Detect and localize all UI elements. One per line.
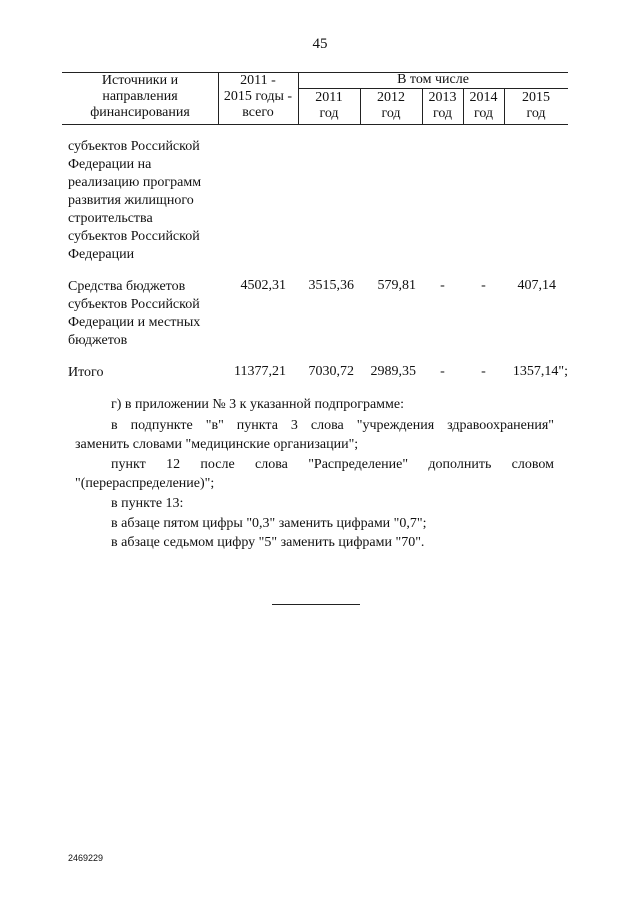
cell-2014: - [481,364,486,379]
cell-total: 11377,21 [234,364,286,379]
cell-2012: 2989,35 [370,364,416,379]
paragraph-subitem-v-line1: в подпункте "в" пункта 3 слова "учреждения здравоохранения" [111,418,554,433]
header-total: 2011 - 2015 годы - всего [223,73,293,120]
header-year-2012: 2012 год [377,90,405,121]
paragraph-appendix-3: г) в приложении № 3 к указанной подпрограмме: [111,397,404,412]
header-year-2013: 2013 год [428,90,457,121]
page-number: 45 [312,36,328,52]
document-code: 2469229 [68,853,104,863]
closing-rule [272,604,360,605]
header-year-2014: 2014 год [469,90,498,121]
cell-2012: 579,81 [377,278,416,293]
header-including: В том числе [397,72,469,87]
row-label-regional-budgets: Средства бюджетов субъектов Российской Федерации и местных бюджетов [68,279,201,348]
cell-2015: 407,14 [517,278,556,293]
paragraph-seventh-paragraph: в абзаце седьмом цифру "5" заменить цифрами "70". [111,535,425,550]
continued-row-label: субъектов Российской Федерации на реализацию программ развития жилищного строительства субъектов Российской Федерации [68,139,202,262]
row-label-total: Итого [68,365,104,380]
cell-2011: 7030,72 [308,364,354,379]
header-year-2011: 2011 год [315,90,343,121]
table-header-bottom-rule [62,124,568,125]
paragraph-item-13: в пункте 13: [111,496,184,511]
group-underline [298,88,568,89]
cell-total: 4502,31 [240,278,286,293]
paragraph-fifth-paragraph: в абзаце пятом цифры "0,3" заменить цифрами "0,7"; [111,516,427,531]
header-sources: Источники и направления финансирования [90,73,190,120]
paragraph-item-12-line1: пункт 12 после слова "Распределение" дополнить словом [111,457,554,472]
paragraph-item-12-line2: "(перераспределение)"; [75,476,215,491]
header-year-2015: 2015 год [522,90,550,121]
cell-2014: - [481,278,486,293]
cell-2011: 3515,36 [308,278,354,293]
cell-2013: - [440,364,445,379]
paragraph-subitem-v-line2: заменить словами "медицинские организации"; [75,437,359,452]
cell-2015: 1357,14"; [512,364,568,379]
cell-2013: - [440,278,445,293]
